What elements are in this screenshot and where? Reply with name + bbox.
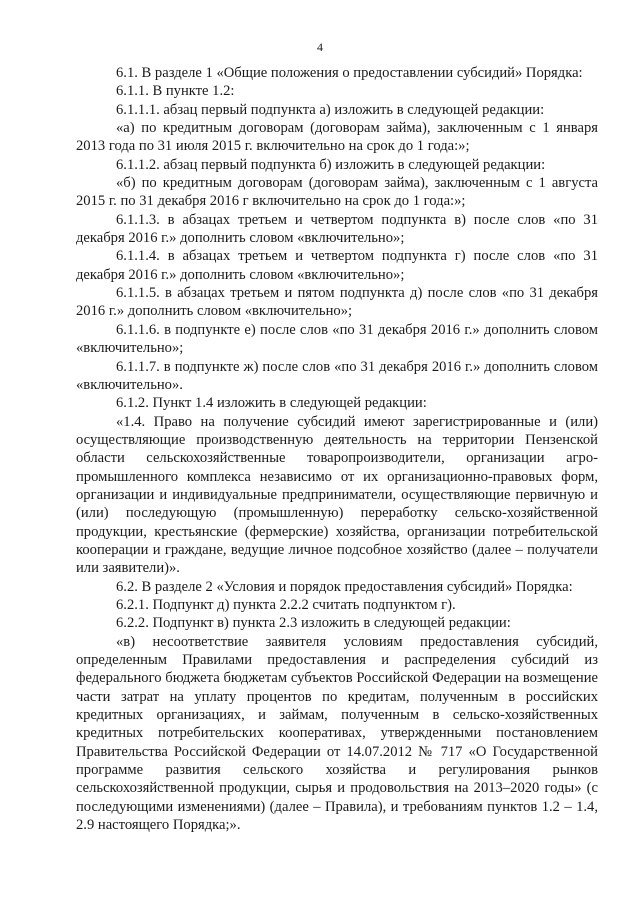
paragraph: 6.1.1.6. в подпункте е) после слов «по 31 декабря 2016 г.» дополнить словом «включительно»; xyxy=(76,321,598,357)
paragraph: «1.4. Право на получение субсидий имеют зарегистрированные и (или) осуществляющие производственную деятельность на территории Пензенской области сельскохозяйственные товаропроизводители, организации агро-промышленного комплекса независимо от их организационно-правовых форм, организации и индивидуальные предприниматели, осуществляющие первичную и (или) последующую (промышленную) переработку сельско-хозяйственной продукции, крестьянские (фермерские) хозяйства, организации потребительской кооперации и граждане, ведущие личное подсобное хозяйство (далее – получатели или заявители)». xyxy=(76,413,598,577)
paragraph: 6.2. В разделе 2 «Условия и порядок предоставления субсидий» Порядка: xyxy=(116,578,573,595)
paragraph: 6.1.1.5. в абзацах третьем и пятом подпункта д) после слов «по 31 декабря 2016 г.» дополнить словом «включительно»; xyxy=(76,285,598,320)
paragraph: 6.1.1.4. в абзацах третьем и четвертом подпункта г) после слов «по 31 декабря 2016 г.» дополнить словом «включительно»; xyxy=(76,248,598,283)
paragraph: 6.1.1.7. в подпункте ж) после слов «по 31 декабря 2016 г.» дополнить словом «включительно». xyxy=(76,358,598,393)
paragraph: 6.1.2. Пункт 1.4 изложить в следующей редакции: xyxy=(116,395,427,412)
paragraph: 6.1.1.3. в абзацах третьем и четвертом подпункта в) после слов «по 31 декабря 2016 г.» дополнить словом «включительно»; xyxy=(76,211,598,247)
paragraph: 6.1. В разделе 1 «Общие положения о предоставлении субсидий» Порядка: xyxy=(116,65,583,81)
paragraph: 6.1.1. В пункте 1.2: xyxy=(116,83,235,100)
document-body xyxy=(76,64,598,834)
page-number: 4 xyxy=(317,40,323,54)
paragraph: 6.1.1.2. абзац первый подпункта б) изложить в следующей редакции: xyxy=(116,156,546,173)
paragraph: «а) по кредитным договорам (договорам займа), заключенным с 1 января 2013 года по 31 июля 2015 г. включительно на срок до 1 года:»; xyxy=(76,120,598,155)
paragraph: 6.1.1.1. абзац первый подпункта а) изложить в следующей редакции: xyxy=(116,101,545,118)
paragraph: «б) по кредитным договорам (договорам займа), заключенным с 1 августа 2015 г. по 31 декабря 2016 г включительно на срок до 1 года:»; xyxy=(76,175,598,210)
paragraph: 6.2.1. Подпункт д) пункта 2.2.2 считать подпунктом г). xyxy=(116,596,456,613)
paragraph: «в) несоответствие заявителя условиям предоставления субсидий, определенным Правилами предоставления и распределения субсидий из федерального бюджета бюджетам субъектов Российской Федерации на возмещение части затрат на уплату процентов по кредитам, полученным в российских кредитных организациях, и займам, полученным в сельско-хозяйственных кредитных потребительских кооперативах, утвержденными постановлением Правительства Российской Федерации от 14.07.2012 № 717 «О Государственной программе развития сельского хозяйства и регулирования рынков сельскохозяйственной продукции, сырья и продовольствия на 2013–2020 годы» (с последующими изменениями) (далее – Правила), и требованиям пунктов 1.2 – 1.4, 2.9 настоящего Порядка;». xyxy=(76,633,598,834)
paragraph: 6.2.2. Подпункт в) пункта 2.3 изложить в следующей редакции: xyxy=(116,615,511,632)
